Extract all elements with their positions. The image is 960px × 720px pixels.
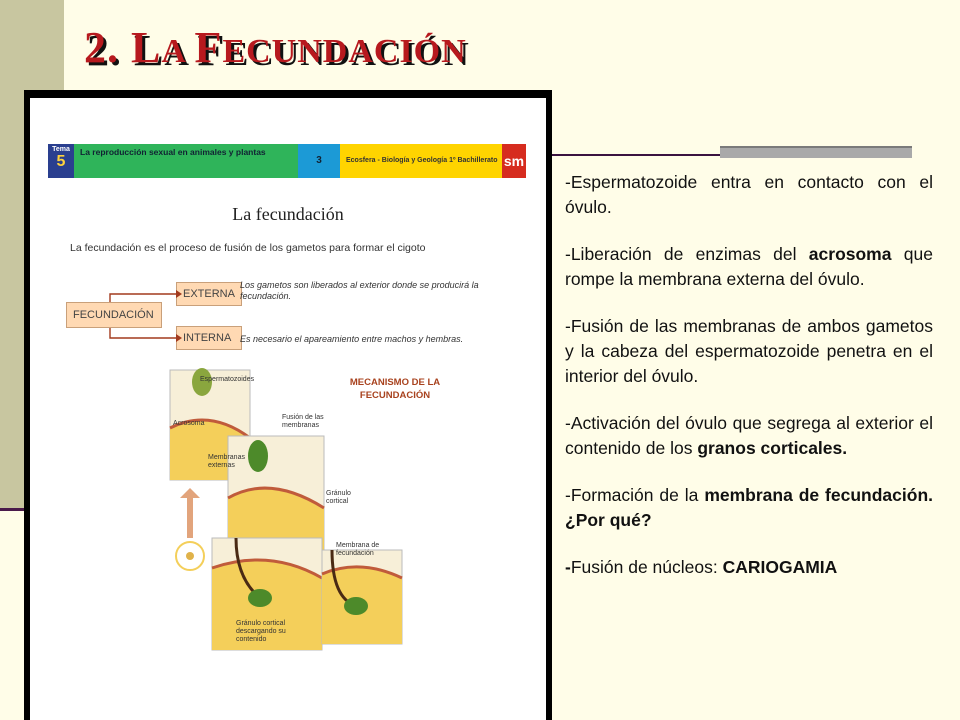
mechanism-title: MECANISMO DE LA FECUNDACIÓN — [349, 377, 441, 401]
step-6-dash: - — [565, 557, 571, 577]
step-2-text-c: que rompe la membrana externa del óvulo. — [565, 244, 933, 289]
step-6 — [565, 555, 933, 580]
figure-title: La fecundación — [232, 204, 344, 224]
label-fusion-membranas: Fusión de las membranas — [282, 414, 324, 429]
title-part-1: 2. L — [84, 23, 162, 72]
step-4-keyword: granos corticales. — [697, 438, 848, 458]
label-granulo-cortical: Gránulo cortical — [326, 490, 351, 505]
mechanism-panel-4 — [322, 550, 402, 644]
externa-description: Los gametos son liberados al exterior donde se producirá la fecundación. — [240, 280, 479, 301]
step-1 — [565, 170, 933, 220]
externa-box: EXTERNA — [176, 282, 242, 306]
book-label: Ecosfera - Biología y Geología 1º Bachillerato — [340, 144, 502, 178]
sperm-approach-illustration — [176, 488, 204, 570]
left-accent-tick — [0, 508, 24, 511]
label-membrana-fecundacion: Membrana de fecundación — [336, 542, 380, 557]
step-2 — [565, 242, 933, 292]
unit-number: 3 — [298, 144, 340, 178]
figure-definition: La fecundación es el proceso de fusión de los gametos para formar el cigoto — [70, 242, 426, 254]
step-3-text: -Fusión de las membranas de ambos gametos y la cabeza del espermatozoide penetra en el interior del óvulo. — [565, 316, 933, 386]
fecundation-figure — [30, 98, 546, 720]
label-espermatozoides: Espermatozoides — [200, 376, 255, 383]
title-part-3: F — [194, 23, 223, 72]
step-1-text: -Espermatozoide entra en contacto con el óvulo. — [565, 172, 933, 217]
label-acrosoma: Acrosoma — [173, 420, 205, 427]
explanation-text — [565, 170, 933, 602]
interna-description: Es necesario el apareamiento entre machos y hembras. — [240, 334, 464, 344]
slide-title — [84, 22, 467, 73]
label-membranas-externas: Membranas externas — [208, 454, 245, 469]
step-5-text-a: -Formación de la — [565, 485, 705, 505]
step-4 — [565, 411, 933, 461]
connector-arrowheads — [176, 290, 182, 342]
step-3 — [565, 314, 933, 389]
tema-number: 5 — [56, 153, 66, 170]
interna-box: INTERNA — [176, 326, 242, 350]
title-part-2: A — [161, 33, 195, 70]
label-granulo-descargando: Gránulo cortical descargando su contenido — [236, 620, 286, 643]
tema-label: Tema — [52, 146, 70, 153]
step-2-keyword: acrosoma — [808, 244, 892, 264]
title-part-4: ECUNDACIÓN — [222, 33, 467, 70]
publisher-logo: sm — [502, 144, 526, 178]
step-5 — [565, 483, 933, 533]
fecundacion-box: FECUNDACIÓN — [66, 302, 162, 328]
step-6-text: Fusión de núcleos: — [570, 557, 723, 577]
topic-label: La reproducción sexual en animales y plantas — [74, 144, 298, 178]
diagram-connectors — [110, 294, 176, 338]
step-4-text-a: -Activación del óvulo que segrega al exterior el contenido de los — [565, 413, 933, 458]
step-6-keyword: CARIOGAMIA — [722, 557, 838, 577]
step-2-text-a: -Liberación de enzimas del — [565, 244, 809, 264]
accent-block — [720, 146, 912, 158]
step-5-keyword: membrana de fecundación. ¿Por qué? — [565, 485, 933, 530]
